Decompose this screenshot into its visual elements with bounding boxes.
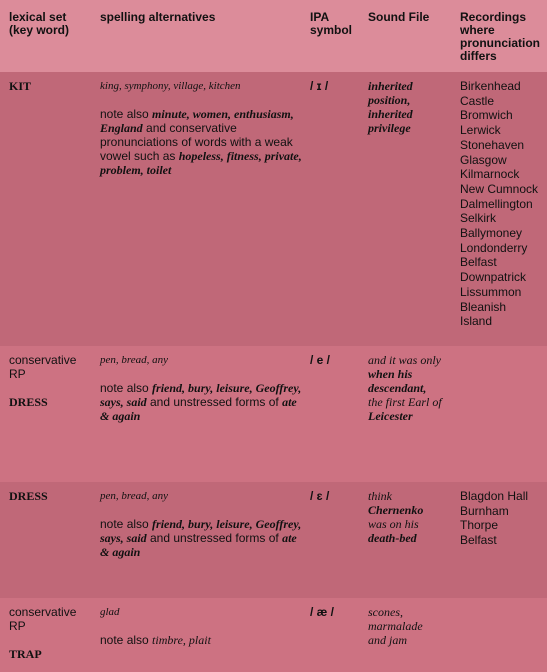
recording-link[interactable]: Birkenhead [460,79,521,93]
recording-link[interactable]: New Cumnock [460,181,539,196]
sound-file-link[interactable] [368,353,451,423]
recording-link[interactable]: Lissummon [460,284,522,299]
recording-link[interactable]: Downpatrick [460,270,527,285]
header-recordings-line2: where [460,23,495,37]
header-row [0,0,547,72]
sound-file-cell[interactable] [360,482,451,598]
spelling-examples: king, symphony, village, kitchen [100,80,241,92]
sound-line: think [368,489,392,503]
sound-line: and jam [368,633,407,647]
note-prefix: note also [100,517,153,531]
ipa-cell [302,482,360,598]
keyword: DRESS [9,395,48,409]
lexical-set-cell [0,598,92,672]
ipa-symbol: / ɪ / [310,79,329,93]
recording-link[interactable]: Bromwich [460,108,513,123]
recording-link[interactable]: Island [460,314,493,329]
qualifier-line: RP [9,367,26,381]
keyword: DRESS [9,489,48,503]
lexical-set-qualifier [9,353,92,381]
recording-link[interactable]: Belfast [460,533,497,548]
sound-line: marmalade [368,619,423,633]
spelling-cell [92,598,302,672]
sound-line: Chernenko [368,503,424,517]
header-sound-file: Sound File [368,10,430,24]
note-words: timbre, plait [152,633,211,647]
sound-line: position, [368,93,411,107]
table-row [0,72,547,346]
spelling-note [100,633,302,647]
ipa-symbol: / æ / [310,605,335,619]
spelling-examples: glad [100,606,120,618]
header-recordings-line1: Recordings [460,10,527,24]
note-words: friend, bury, leisure, Geoffrey, says, said [100,517,302,545]
note-words-2: hopeless, fitness, private, problem, toilet [100,149,302,177]
ipa-symbol: / e / [310,353,331,367]
table-row [0,346,547,482]
spelling-cell [92,482,302,598]
recording-link[interactable]: Stonehaven [460,137,525,152]
sound-line: when his [368,367,413,381]
sound-line: Leicester [368,409,413,423]
table-row [0,598,547,672]
recording-link[interactable]: Londonderry [460,240,528,255]
ipa-cell [302,598,360,672]
keyword: KIT [9,79,32,93]
ipa-symbol: / ɛ / [310,489,330,503]
table-row [0,482,547,598]
header-lexical-set [0,0,92,72]
recording-link[interactable]: Selkirk [460,211,497,226]
recordings-cell [451,598,547,672]
ipa-cell [302,72,360,346]
sound-file-link[interactable] [368,489,451,545]
note-words: friend, bury, leisure, Geoffrey, says, said [100,381,302,409]
header-ipa-line2: symbol [310,23,353,37]
sound-line: inherited [368,79,413,93]
lexical-set-cell [0,346,92,482]
sound-file-cell[interactable] [360,346,451,482]
recording-link[interactable]: Dalmellington [460,196,533,211]
qualifier-line: RP [9,619,26,633]
recording-link[interactable]: Ballymoney [460,226,523,241]
sound-line: death-bed [368,531,417,545]
sound-line: scones, [368,605,403,619]
note-words-2: ate & again [100,395,297,423]
ipa-cell [302,346,360,482]
sound-file-cell[interactable] [360,598,451,672]
recording-link[interactable]: Belfast [460,255,497,270]
header-recordings-line4: differs [460,49,497,63]
spelling-cell [92,72,302,346]
note-prefix: note also [100,381,153,395]
recording-link[interactable]: Blagdon Hall [460,489,529,503]
spelling-examples: pen, bread, any [100,354,169,366]
recording-link[interactable]: Burnham [460,503,509,518]
spelling-examples: pen, bread, any [100,490,169,502]
qualifier-line: conservative [9,605,77,619]
sound-line: privilege [368,121,411,135]
lexical-set-cell [0,482,92,598]
spelling-cell [92,346,302,482]
keyword: TRAP [9,647,42,661]
note-prefix: note also [100,633,153,647]
sound-file-link[interactable] [368,605,451,647]
lexical-set-cell [0,72,92,346]
recording-link[interactable]: Lerwick [460,123,501,138]
note-words: minute, women, enthusiasm, England [100,107,294,135]
recordings-cell [451,346,547,482]
spelling-note [100,517,302,559]
recording-link[interactable]: Bleanish [460,299,507,314]
sound-line: descendant, [368,381,427,395]
note-middle: and conservative pronunciations of words with a weak vowel such as [100,121,293,163]
header-recordings [451,0,547,72]
header-ipa [302,0,360,72]
recordings-cell [451,482,547,598]
header-lexical-set-line1: lexical set [9,10,67,24]
note-prefix: note also [100,107,153,121]
recordings-cell [451,72,547,346]
recording-link[interactable]: Castle [460,93,495,108]
header-spelling: spelling alternatives [100,10,216,24]
spelling-note [100,107,302,177]
sound-file-link[interactable] [368,79,451,135]
sound-line: inherited [368,107,413,121]
spelling-note [100,381,302,423]
recording-link[interactable]: Kilmarnock [460,167,520,182]
recording-link[interactable]: Thorpe [460,518,499,533]
header-ipa-line1: IPA [310,10,330,24]
note-middle: and unstressed forms of [146,531,283,545]
recording-link[interactable]: Glasgow [460,152,507,167]
lexical-set-qualifier [9,605,92,633]
header-recordings-line3: pronunciation [460,36,540,50]
sound-line: the first Earl of [368,395,442,409]
header-lexical-set-line2: (key word) [9,23,70,37]
sound-line: and it was only [368,353,442,367]
sound-line: was on his [368,517,419,531]
sound-file-cell[interactable] [360,72,451,346]
qualifier-line: conservative [9,353,77,367]
note-words-2: ate & again [100,531,297,559]
note-middle: and unstressed forms of [146,395,283,409]
